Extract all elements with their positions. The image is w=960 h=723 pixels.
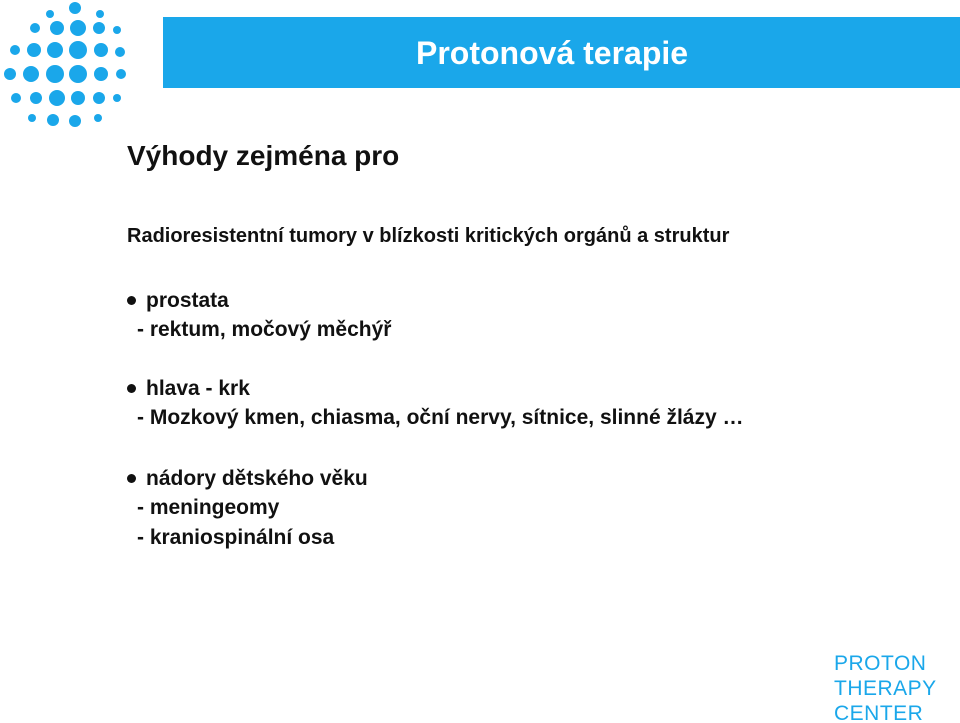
page-title: Protonová terapie [416, 35, 689, 71]
bullet-icon [127, 474, 136, 483]
sub-item: - rektum, močový měchýř [137, 318, 392, 341]
bullet-icon [127, 384, 136, 393]
sub-item: - kraniospinální osa [137, 526, 335, 549]
list-item-title: hlava - krk [127, 374, 827, 403]
list-item-head-neck [127, 374, 827, 433]
bullet-list [127, 286, 827, 582]
bullet-icon [127, 296, 136, 305]
list-item-prostata [127, 286, 827, 345]
sub-item: - Mozkový kmen, chiasma, oční nervy, sítnice, slinné žlázy … [137, 406, 744, 429]
intro-text: Radioresistentní tumory v blízkosti kritických orgánů a struktur [127, 225, 730, 247]
proton-therapy-center-logo [834, 651, 946, 723]
list-item-title: nádory dětského věku [127, 464, 827, 493]
logo-line: CENTER [834, 702, 924, 723]
header-bar [163, 17, 960, 88]
logo-line: PROTON [834, 652, 927, 675]
section-heading: Výhody zejména pro [127, 140, 400, 171]
list-item-pediatric-tumors [127, 464, 827, 553]
sub-item: - meningeomy [137, 496, 280, 519]
list-item-title: prostata [127, 286, 827, 315]
dot-pattern-icon [0, 0, 140, 135]
logo-line: THERAPY [834, 677, 937, 700]
